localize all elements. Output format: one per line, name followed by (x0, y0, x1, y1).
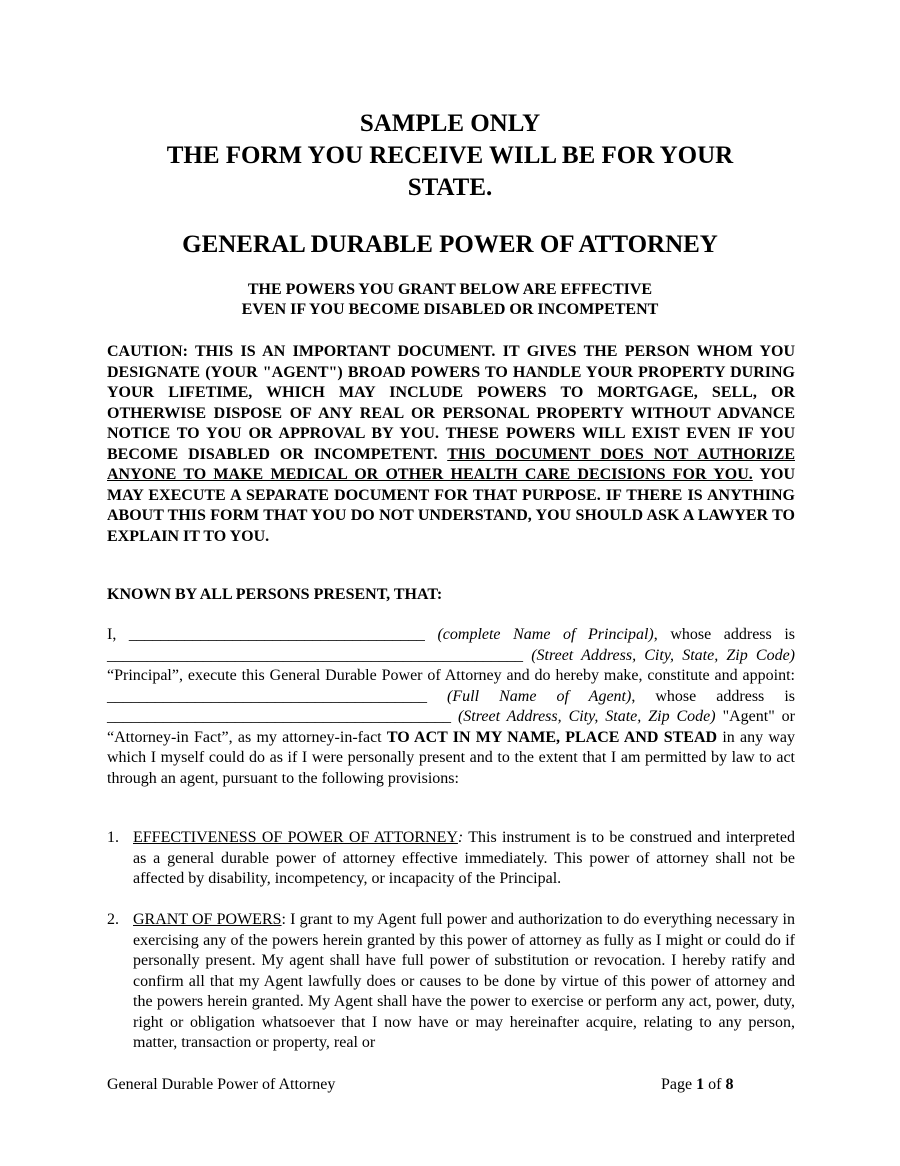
principal-name-label: (complete Name of Principal) (437, 626, 654, 643)
form-notice-heading: THE FORM YOU RECEIVE WILL BE FOR YOUR (166, 142, 734, 169)
provision-item (107, 910, 795, 1054)
agent-attorney-text: "Agent" or “Attorney-in Fact”, as my attorney-in-fact (107, 708, 796, 746)
intro-i: I, (107, 626, 129, 643)
provision-body (133, 828, 795, 890)
of-label: of (704, 1076, 726, 1093)
agent-address-blank: ___________________________________________ (107, 708, 451, 725)
subheading-disabled: EVEN IF YOU BECOME DISABLED OR INCOMPETENT (241, 301, 659, 318)
footer-document-name: General Durable Power of Attorney (107, 1076, 336, 1093)
total-pages: 8 (725, 1076, 734, 1093)
provision-heading: EFFECTIVENESS OF POWER OF ATTORNEY (133, 829, 458, 846)
document-title: GENERAL DURABLE POWER OF ATTORNEY (182, 231, 718, 258)
provision-colon: : (281, 911, 286, 928)
principal-name-blank: _____________________________________ (128, 626, 425, 643)
intro-rest-text: in any way which I myself could do as if I were personally present and to the extent that I am permitted by law to act through an agent, pursuant to the following provisions: (107, 728, 796, 787)
caution-paragraph (107, 342, 795, 547)
caution-text-1: CAUTION: THIS IS AN IMPORTANT DOCUMENT. IT GIVES THE PERSON WHOM YOU DESIGNATE (YOUR "AGENT") BROAD POWERS TO HANDLE YOUR PROPERTY DURING YOUR LIFETIME, WHICH MAY INCLUDE POWERS TO MORTGAGE, SELL, OR OTHERWISE DISPOSE OF ANY REAL OR PERSONAL PROPERTY WITHOUT ADVANCE NOTICE TO YOU OR APPROVAL BY YOU. THESE POWERS WILL EXIST EVEN IF YOU BECOME DISABLED OR INCOMPETENT. (107, 343, 795, 463)
caution-underlined-text: THIS DOCUMENT DOES NOT AUTHORIZE ANYONE TO MAKE MEDICAL OR OTHER HEALTH CARE DECISIONS FOR YOU. (107, 445, 795, 483)
agent-address-label: (Street Address, City, State, Zip Code) (457, 708, 716, 725)
agent-whose-address-text: , whose address is (631, 687, 795, 705)
provision-body (133, 910, 795, 1054)
principal-appoint-text: “Principal”, execute this General Durable Power of Attorney and do hereby make, constitute and appoint: (107, 667, 795, 684)
subheading-effective: THE POWERS YOU GRANT BELOW ARE EFFECTIVE (247, 281, 653, 298)
agent-name-label: (Full Name of Agent) (447, 687, 632, 705)
sample-only-heading: SAMPLE ONLY (359, 110, 541, 137)
caution-text-2: YOU MAY EXECUTE A SEPARATE DOCUMENT FOR THAT PURPOSE. IF THERE IS ANYTHING ABOUT THIS FORM THAT YOU DO NOT UNDERSTAND, YOU SHOULD ASK A LAWYER TO EXPLAIN IT TO YOU. (107, 466, 796, 545)
principal-address-label: (Street Address, City, State, Zip Code) (531, 646, 796, 664)
act-in-my-name-text: TO ACT IN MY NAME, PLACE AND STEAD (386, 728, 718, 746)
whose-address-text: , whose address is (653, 626, 795, 643)
intro-paragraph (107, 625, 795, 789)
agent-name-blank: ________________________________________ (107, 687, 427, 705)
footer-page-number (661, 1075, 733, 1095)
provision-text: I grant to my Agent full power and authorization to do everything necessary in exercising any of the powers herein granted by this power of attorney as fully as I might or could do if personally present. My agent shall have full power of substitution or revocation. I hereby ratify and confirm all that my Agent lawfully does or causes to be done by virtue of this power of attorney and the powers herein granted. My Agent shall have the power to exercise or perform any act, power, duty, right or obligation whatsoever that I now have or may hereinafter acquire, relating to any person, matter, transaction or property, real or (133, 911, 796, 1051)
provision-colon: : (457, 829, 464, 846)
page-label: Page (661, 1076, 697, 1093)
current-page: 1 (696, 1076, 705, 1093)
principal-address-blank: ____________________________________________________ (107, 646, 523, 664)
provision-number: 1. (107, 829, 119, 846)
provision-number: 2. (107, 911, 119, 928)
known-by-all-heading: KNOWN BY ALL PERSONS PRESENT, THAT: (107, 586, 443, 603)
provision-heading: GRANT OF POWERS (133, 911, 282, 928)
provision-item (107, 828, 795, 890)
provision-text: This instrument is to be construed and interpreted as a general durable power of attorney effective immediately. This power of attorney shall not be affected by disability, incompetency, or incapacity of the Principal. (133, 829, 795, 887)
form-notice-heading-cont: STATE. (407, 174, 493, 201)
